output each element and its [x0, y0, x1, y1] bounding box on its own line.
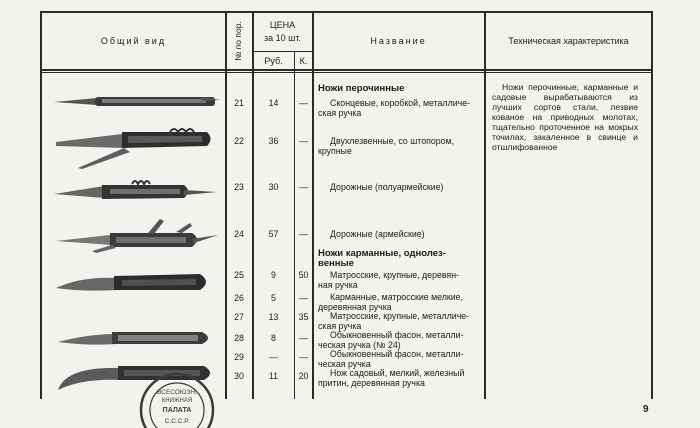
header-kop: К.	[299, 56, 308, 66]
row-name-cont: притин, деревянная ручка	[318, 378, 425, 388]
row-price-rub: 30	[268, 182, 279, 192]
row-name: Обыкновенный фасон, металли-	[330, 349, 464, 359]
header-general-view: Общий вид	[100, 36, 167, 46]
header-rub: Руб.	[264, 56, 283, 66]
row-number: 25	[234, 270, 244, 280]
row-price-kop: —	[299, 229, 308, 239]
row-price-kop: —	[299, 136, 308, 146]
col-divider-name	[484, 11, 486, 399]
header-name: Название	[370, 36, 427, 46]
row-price-rub: 36	[268, 136, 279, 146]
header-bottom-border	[40, 69, 652, 71]
table-left-border	[40, 11, 42, 399]
knife-24-illustration	[52, 215, 222, 255]
section-pocket-knives-cont: венные	[318, 258, 354, 269]
row-name-cont: деревянная ручка	[318, 302, 392, 312]
row-name: Матросские, крупные, металличе-	[330, 311, 470, 321]
knife-23-illustration	[52, 172, 222, 204]
row-number: 22	[234, 136, 244, 146]
row-price-kop: 50	[298, 270, 309, 280]
row-name: Нож садовый, мелкий, железный	[330, 368, 465, 378]
tech-description: Ножи перочинные, карманные и садовые вырабатываются из лучших сортов стали, лезвие кованое на приводных молотах, тщательно проточенное на мокрых точилах, закаленное в свинце и отшлифованное	[492, 82, 638, 152]
row-price-kop: —	[299, 293, 308, 303]
row-name: Двухлезвенные, со штопором,	[330, 136, 455, 146]
row-name-cont: ческая ручка	[318, 359, 371, 369]
knife-28-illustration	[52, 326, 222, 350]
row-name-cont: ческая ручка (№ 24)	[318, 340, 401, 350]
row-price-kop: 35	[298, 312, 309, 322]
row-name: Карманные, матросские мелкие,	[330, 292, 464, 302]
row-name: Дорожные (полуармейские)	[330, 182, 444, 192]
stamp-line2: КНИЖНАЯ	[161, 398, 193, 404]
row-name: Сконцевые, коробкой, металличе-	[330, 98, 471, 108]
stamp-line3: ПАЛАТА	[162, 407, 192, 414]
row-name: Матросские, крупные, деревян-	[330, 270, 459, 280]
row-price-rub: 9	[271, 270, 276, 280]
header-price: ЦЕНА	[269, 20, 296, 30]
row-price-rub: 14	[268, 98, 279, 108]
header-tech: Техническая характеристика	[508, 36, 629, 46]
knife-21-illustration	[52, 92, 222, 110]
price-header-divider	[252, 51, 312, 52]
col-divider-kop	[312, 11, 314, 399]
library-stamp	[138, 372, 216, 428]
row-price-rub: 13	[268, 312, 279, 322]
row-number: 24	[234, 229, 244, 239]
section-pocket-knives: Ножи карманные, однолез-	[318, 248, 446, 259]
section-pen-knives: Ножи перочинные	[318, 83, 405, 94]
header-double-line	[40, 72, 652, 73]
row-price-kop: —	[299, 352, 308, 362]
row-name-cont: крупные	[318, 146, 352, 156]
row-number: 27	[234, 312, 244, 322]
row-name: Обыкновенный фасон, металли-	[330, 330, 464, 340]
row-number: 26	[234, 293, 244, 303]
row-number: 30	[234, 371, 244, 381]
row-price-kop: —	[299, 98, 308, 108]
row-price-kop: —	[299, 182, 308, 192]
table-top-border	[40, 11, 652, 13]
header-number	[225, 12, 251, 70]
row-name: Дорожные (армейские)	[330, 229, 425, 239]
row-price-rub: 5	[271, 293, 276, 303]
row-price-rub: 8	[271, 333, 276, 343]
row-price-kop: —	[299, 333, 308, 343]
table-right-border	[651, 11, 653, 399]
row-price-rub: 57	[268, 229, 279, 239]
header-price-sub: за 10 шт.	[264, 33, 301, 43]
row-number: 21	[234, 98, 244, 108]
stamp-line1: ВСЕСОЮЗН.	[157, 389, 197, 396]
row-name-cont: ная ручка	[318, 280, 358, 290]
header-number-text: № по пор.	[233, 21, 243, 61]
row-price-kop: 20	[298, 371, 309, 381]
row-number: 23	[234, 182, 244, 192]
stamp-line4: С.С.С.Р.	[164, 418, 190, 425]
row-name-cont: ская ручка	[318, 321, 362, 331]
row-number: 28	[234, 333, 244, 343]
row-price-rub: 11	[268, 371, 279, 381]
knife-22-illustration	[52, 122, 222, 170]
row-number: 29	[234, 352, 244, 362]
row-name-cont: ская ручка	[318, 108, 362, 118]
knife-25-illustration	[52, 268, 222, 296]
row-price-rub: —	[269, 352, 278, 362]
page-number: 9	[643, 404, 649, 415]
